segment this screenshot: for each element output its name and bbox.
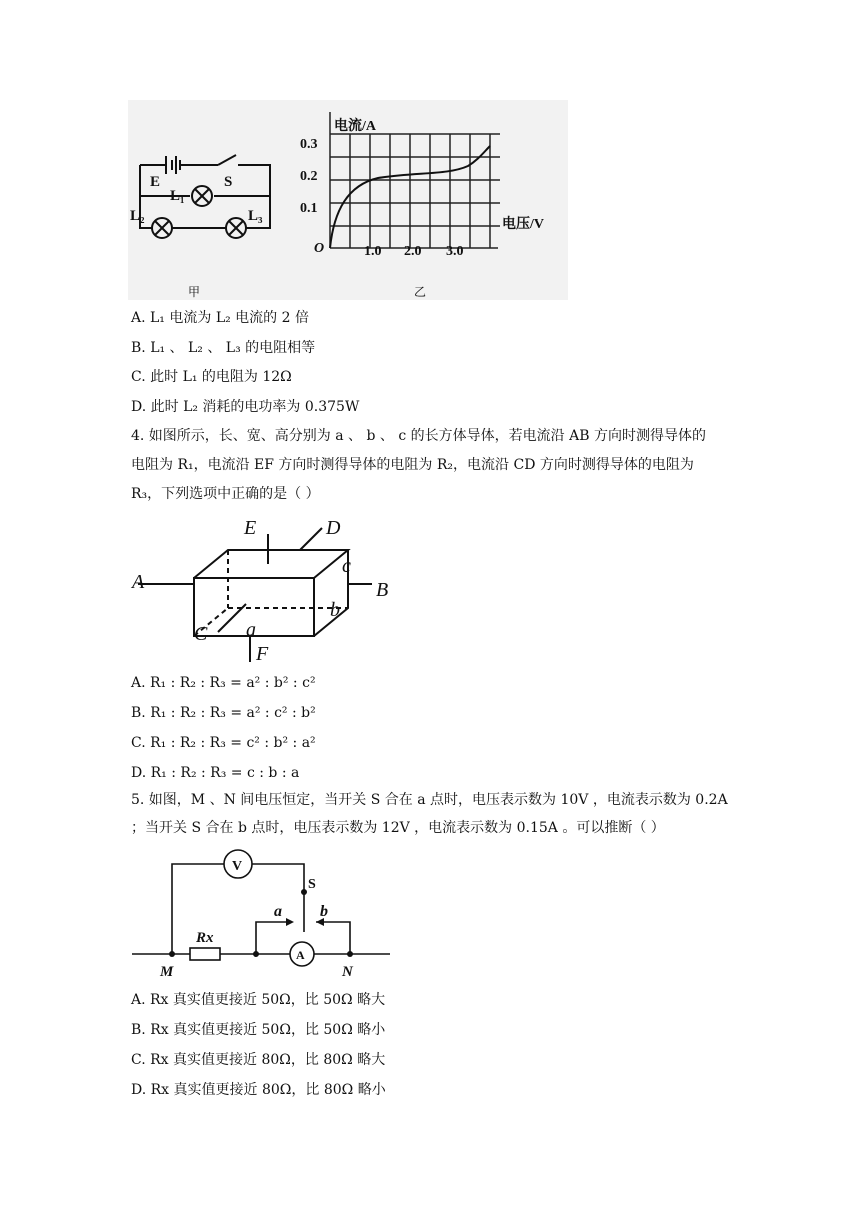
label-a: a bbox=[246, 619, 256, 641]
fig-label-jia: 甲 bbox=[188, 285, 201, 299]
q5-option-c: C. Rx 真实值更接近 80Ω，比 80Ω 略大 bbox=[131, 1052, 386, 1068]
q4-option-d: D. R₁ : R₂ : R₃ = c : b : a bbox=[131, 765, 300, 781]
q4-stem-line3: R₃，下列选项中正确的是（ ） bbox=[131, 486, 320, 502]
q5-option-b: B. Rx 真实值更接近 50Ω，比 50Ω 略小 bbox=[131, 1022, 386, 1038]
label-A: A bbox=[132, 571, 145, 593]
label-N: N bbox=[342, 964, 353, 980]
q4-option-c: C. R₁ : R₂ : R₃ = c² : b² : a² bbox=[131, 735, 316, 751]
q5-option-d: D. Rx 真实值更接近 80Ω，比 80Ω 略小 bbox=[131, 1082, 386, 1098]
label-E: E bbox=[150, 174, 161, 190]
label-S: S bbox=[308, 877, 316, 892]
label-Rx: Rx bbox=[196, 930, 214, 946]
q5-figure bbox=[128, 846, 394, 980]
label-L3: L₃ bbox=[248, 208, 263, 224]
q3-option-a: A. L₁ 电流为 L₂ 电流的 2 倍 bbox=[131, 310, 309, 326]
label-D: D bbox=[326, 517, 341, 539]
fig-label-yi: 乙 bbox=[414, 285, 427, 299]
label-S: S bbox=[224, 174, 233, 190]
label-c: c bbox=[342, 555, 351, 577]
ytick-1: 0.1 bbox=[300, 201, 318, 216]
q4-stem-line1: 4. 如图所示，长、宽、高分别为 a 、 b 、 c 的长方体导体，若电流沿 AB 方向时测得导体的 bbox=[131, 428, 706, 444]
label-b: b bbox=[320, 903, 328, 920]
ytick-2: 0.2 bbox=[300, 169, 318, 184]
q4-stem-line2: 电阻为 R₁，电流沿 EF 方向时测得导体的电阻为 R₂，电流沿 CD 方向时测得导体的电阻为 bbox=[131, 457, 694, 473]
label-b: b bbox=[330, 599, 340, 621]
q3-option-c: C. 此时 L₁ 的电阻为 12Ω bbox=[131, 369, 292, 385]
xtick-1: 1.0 bbox=[364, 244, 382, 259]
q3-option-d: D. 此时 L₂ 消耗的电功率为 0.375W bbox=[131, 399, 360, 415]
label-L2: L₂ bbox=[130, 208, 145, 224]
q4-option-a: A. R₁ : R₂ : R₃ = a² : b² : c² bbox=[131, 675, 316, 691]
label-M: M bbox=[160, 964, 174, 980]
label-E: E bbox=[244, 517, 257, 539]
label-a: a bbox=[274, 903, 282, 920]
q5-option-a: A. Rx 真实值更接近 50Ω，比 50Ω 略大 bbox=[131, 992, 386, 1008]
q3-option-b: B. L₁ 、 L₂ 、 L₃ 的电阻相等 bbox=[131, 340, 316, 356]
q5-stem-line1: 5. 如图，M 、N 间电压恒定，当开关 S 合在 a 点时，电压表示数为 10V ，电流表示数为 0.2A bbox=[131, 792, 728, 808]
ytick-3: 0.3 bbox=[300, 137, 318, 152]
q3-figure bbox=[128, 100, 568, 300]
q5-stem-line2: ；当开关 S 合在 b 点时，电压表示数为 12V ，电流表示数为 0.15A 。可以推断（ ） bbox=[131, 820, 665, 836]
q4-option-b: B. R₁ : R₂ : R₃ = a² : c² : b² bbox=[131, 705, 316, 721]
graph-ylabel: 电流/A bbox=[334, 119, 376, 134]
label-F: F bbox=[256, 643, 269, 665]
graph-xlabel: 电压/V bbox=[502, 217, 544, 232]
q4-figure bbox=[128, 512, 408, 668]
label-V: V bbox=[232, 859, 243, 874]
xtick-2: 2.0 bbox=[404, 244, 422, 259]
label-B: B bbox=[376, 579, 389, 601]
label-C: C bbox=[194, 623, 208, 645]
label-L1: L₁ bbox=[170, 188, 185, 204]
xtick-3: 3.0 bbox=[446, 244, 464, 259]
graph-origin: O bbox=[314, 241, 325, 256]
label-ammeter: A bbox=[296, 948, 305, 962]
